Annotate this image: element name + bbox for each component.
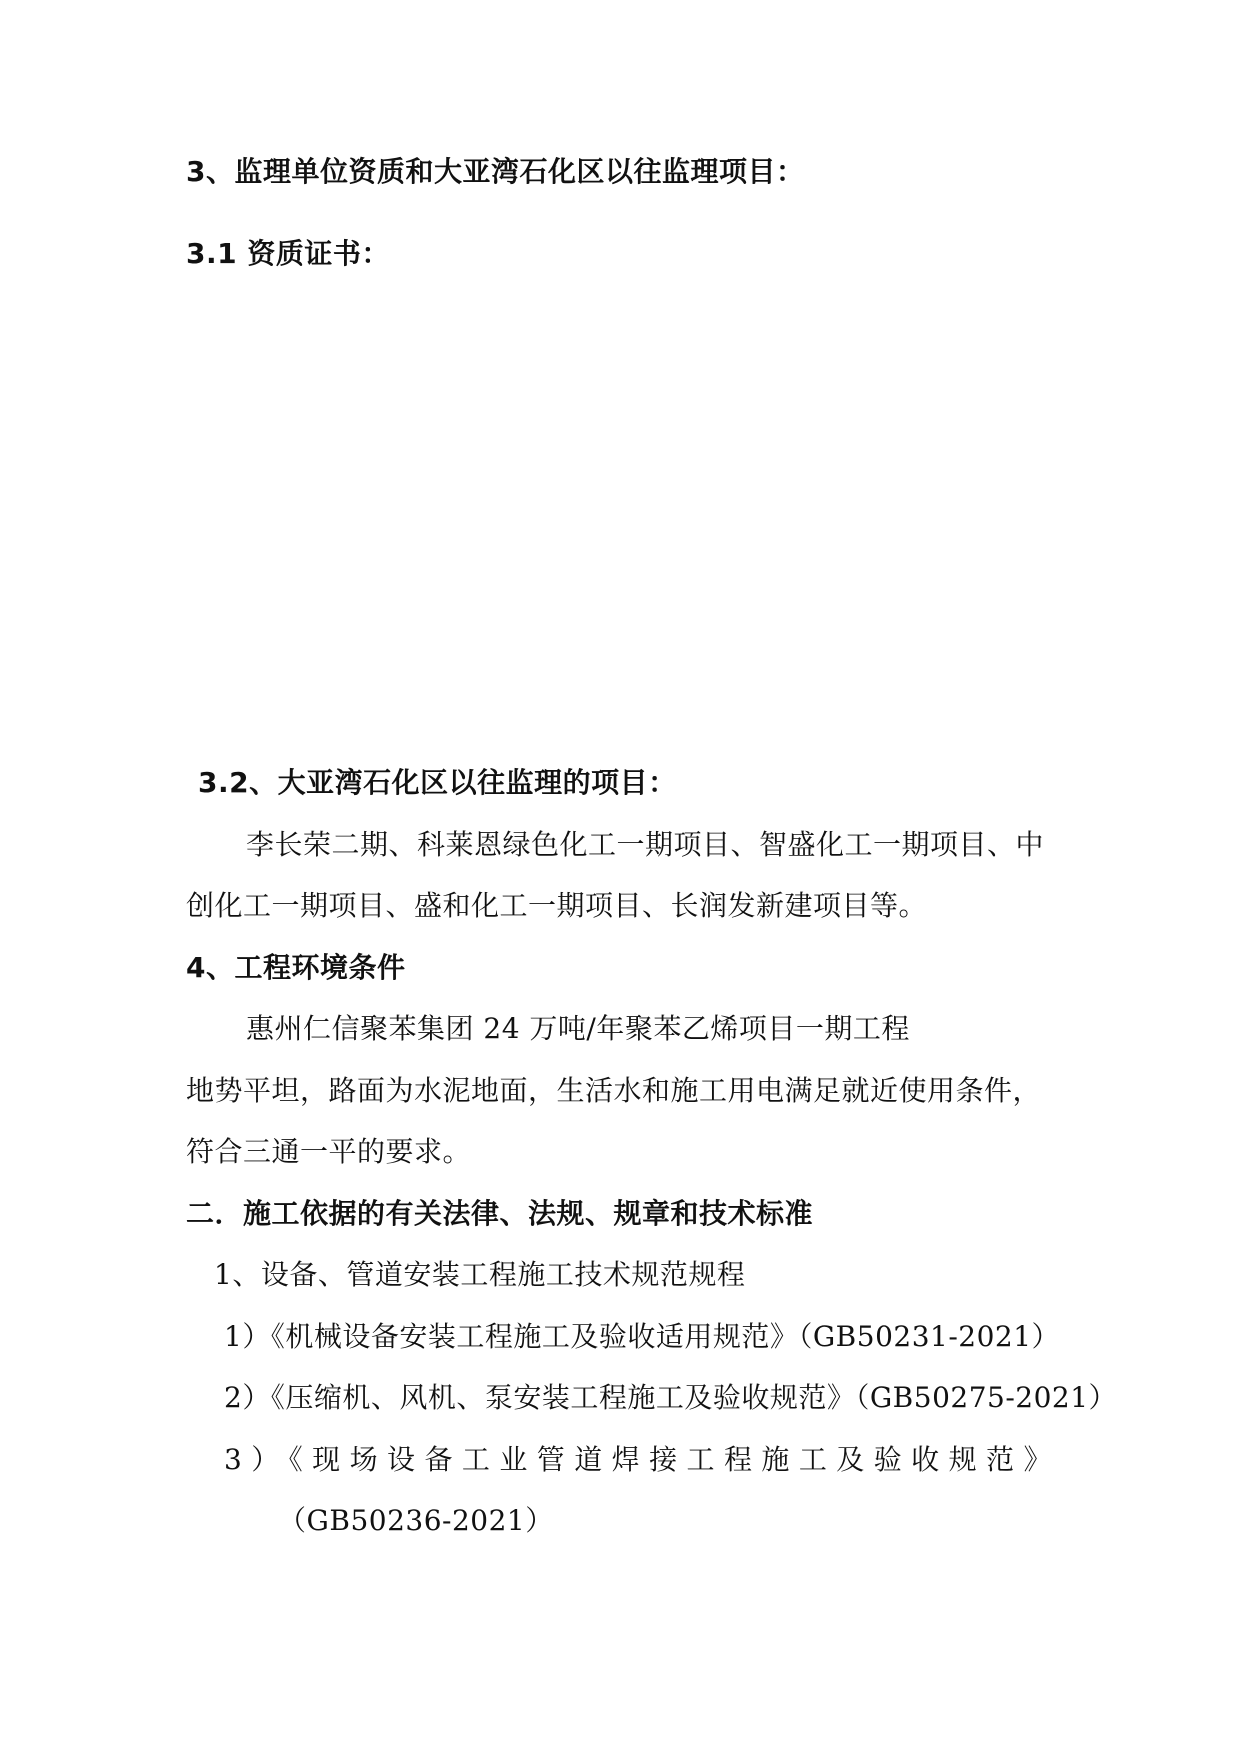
- section-3-1-heading: 3.1 资质证书：: [186, 237, 390, 270]
- section-3-2-paragraph-line-1: 李长荣二期、科莱恩绿色化工一期项目、智盛化工一期项目、中: [246, 828, 1045, 861]
- section-3-2-paragraph-line-2: 创化工一期项目、盛和化工一期项目、长润发新建项目等。: [186, 889, 928, 922]
- section-3-heading: 3、监理单位资质和大亚湾石化区以往监理项目：: [186, 155, 805, 188]
- section-4-paragraph-line-1: 惠州仁信聚苯集团 24 万吨/年聚苯乙烯项目一期工程: [246, 1012, 910, 1045]
- standard-item-1: 1）《机械设备安装工程施工及验收适用规范》（GB50231-2021）: [224, 1320, 1061, 1353]
- section-3-2-heading: 3.2、大亚湾石化区以往监理的项目：: [198, 766, 677, 799]
- part-2-heading: 二．施工依据的有关法律、法规、规章和技术标准: [186, 1197, 814, 1230]
- standard-item-3-code: （GB50236-2021）: [278, 1504, 554, 1537]
- section-4-heading: 4、工程环境条件: [186, 951, 406, 984]
- standard-item-3: 3）《现场设备工业管道焊接工程施工及验收规范》: [224, 1443, 1052, 1476]
- section-4-paragraph-line-2: 地势平坦，路面为水泥地面，生活水和施工用电满足就近使用条件，: [186, 1074, 1042, 1107]
- section-4-paragraph-line-3: 符合三通一平的要求。: [186, 1135, 472, 1168]
- standard-item-2: 2）《压缩机、风机、泵安装工程施工及验收规范》（GB50275-2021）: [224, 1381, 1118, 1414]
- subsection-1-heading: 1、设备、管道安装工程施工技术规范规程: [214, 1258, 746, 1291]
